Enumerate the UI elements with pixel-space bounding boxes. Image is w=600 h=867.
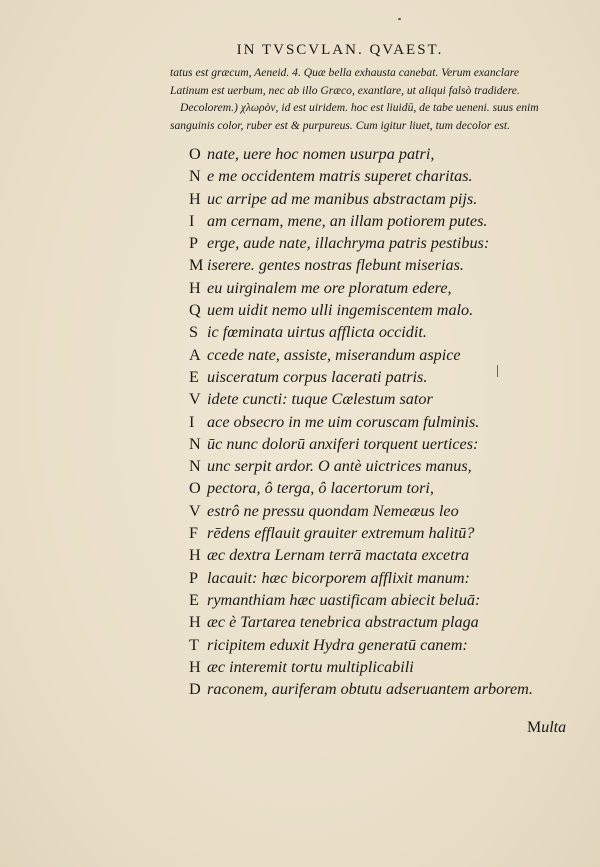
- verse-initial: T: [189, 635, 199, 654]
- verse-text: lacauit: hæc bicorporem afflixit manum:: [203, 568, 470, 587]
- verse-line: [189, 656, 589, 678]
- verse-text: ricipitem eduxit Hydra generatū canem:: [203, 635, 468, 654]
- verse-initial: A: [189, 345, 201, 364]
- verse-initial: V: [189, 501, 201, 520]
- verse-line: [189, 634, 589, 656]
- verse-initial: H: [189, 278, 201, 297]
- verse-text: uisceratum corpus lacerati patris.: [203, 367, 428, 386]
- verse-initial: N: [189, 457, 201, 476]
- commentary-block: [170, 64, 590, 134]
- verse-initial: O: [189, 479, 201, 498]
- verse-text: ūc nunc dolorū anxiferi torquent uertices:: [203, 434, 479, 453]
- verse-line: [189, 277, 589, 299]
- verse-initial: I: [189, 211, 195, 230]
- verse-text: uem uidit nemo ulli ingemiscentem malo.: [203, 301, 474, 320]
- verse-text: erge, aude nate, illachryma patris pestibus:: [203, 234, 490, 253]
- verse-text: raconem, auriferam obtutu adseruantem arborem.: [203, 680, 533, 699]
- verse-line: [189, 165, 589, 187]
- verse-text: rēdens efflauit grauiter extremum halitū?: [203, 524, 475, 543]
- ink-spot: [398, 18, 401, 20]
- commentary-line: tatus est græcum, Aeneid. 4. Quæ bella exhausta canebat. Verum exanclare: [170, 66, 520, 79]
- verse-text: am cernam, mene, an illam potiorem putes.: [203, 211, 488, 230]
- verse-line: [189, 188, 589, 210]
- verse-line: [189, 544, 589, 566]
- commentary-line: Decolorem.) χλωρὸν, id est uiridem. hoc est liuidū, de tabe ueneni. suus enim: [180, 101, 539, 115]
- verse-initial: H: [189, 657, 201, 676]
- verse-text: ccede nate, assiste, miserandum aspice: [203, 345, 461, 364]
- verse-initial: N: [189, 434, 201, 453]
- catchword-text: ulta: [541, 719, 567, 736]
- verse-text: uc arripe ad me manibus abstractam pijs.: [203, 189, 478, 208]
- verse-line: [189, 500, 589, 522]
- catchword: [527, 719, 566, 737]
- catchword-initial: M: [527, 719, 542, 736]
- verse-line: [189, 254, 589, 276]
- verse-line: [189, 344, 589, 366]
- verse-line: [189, 411, 589, 433]
- verse-text: pectora, ô terga, ô lacertorum tori,: [203, 479, 434, 498]
- verse-line: [189, 321, 589, 343]
- verse-text: eu uirginalem me ore ploratum edere,: [203, 278, 452, 297]
- verse-line: [189, 678, 589, 700]
- verse-text: idete cuncti: tuque Cælestum sator: [203, 390, 433, 409]
- verse-initial: H: [189, 613, 201, 632]
- verse-text: unc serpit ardor. O antè uictrices manus,: [203, 457, 472, 476]
- commentary-line: sanguinis color, ruber est & purpureus. Cum igitur liuet, tum decolor est.: [170, 118, 510, 132]
- verse-line: [189, 299, 589, 321]
- commentary-line: Latinum est uerbum, nec ab illo Græco, exantlare, ut aliqui falsò tradidere.: [170, 83, 520, 97]
- verse-initial: M: [189, 256, 204, 275]
- verse-text: rymanthiam hæc uastificam abiecit beluā:: [203, 590, 481, 609]
- verse-line: [189, 210, 589, 232]
- verse-initial: P: [189, 234, 199, 253]
- verse-text: estrô ne pressu quondam Nemeæus leo: [203, 501, 459, 520]
- verse-initial: Q: [189, 301, 201, 320]
- verse-initial: E: [189, 590, 199, 609]
- verse-line: [189, 143, 589, 165]
- verse-text: æc dextra Lernam terrā mactata excetra: [203, 546, 470, 565]
- verse-line: [189, 567, 589, 589]
- margin-mark: [497, 365, 498, 377]
- verse-text: ace obsecro in me uim coruscam fulminis.: [203, 412, 480, 431]
- verse-initial: F: [189, 524, 199, 543]
- running-header: [0, 42, 600, 59]
- verse-initial: I: [189, 412, 195, 431]
- verse-initial: V: [189, 390, 201, 409]
- verse-initial: H: [189, 546, 201, 565]
- verse-block: [189, 143, 589, 700]
- verse-text: ic fœminata uirtus afflicta occidit.: [203, 323, 427, 342]
- verse-initial: D: [189, 680, 201, 699]
- verse-line: [189, 589, 589, 611]
- verse-line: [189, 366, 589, 388]
- verse-initial: O: [189, 145, 201, 163]
- verse-initial: E: [189, 367, 199, 386]
- verse-line: [189, 455, 589, 477]
- verse-line: [189, 388, 589, 410]
- verse-line: [189, 433, 589, 455]
- verse-text: æc interemit tortu multiplicabili: [203, 657, 414, 676]
- verse-text: nate, uere hoc nomen usurpa patri,: [203, 145, 435, 163]
- verse-line: [189, 611, 589, 633]
- verse-text: e me occidentem matris superet charitas.: [203, 167, 473, 186]
- verse-line: [189, 522, 589, 544]
- verse-initial: S: [189, 323, 199, 342]
- verse-initial: H: [189, 189, 201, 208]
- header-title: IN TVSCVLAN. QVAEST.: [236, 42, 444, 58]
- verse-initial: P: [189, 568, 199, 587]
- verse-initial: N: [189, 167, 201, 186]
- verse-text: iserere. gentes nostras flebunt miserias.: [203, 256, 464, 275]
- verse-text: æc è Tartarea tenebrica abstractum plaga: [203, 613, 479, 632]
- verse-line: [189, 232, 589, 254]
- verse-line: [189, 477, 589, 499]
